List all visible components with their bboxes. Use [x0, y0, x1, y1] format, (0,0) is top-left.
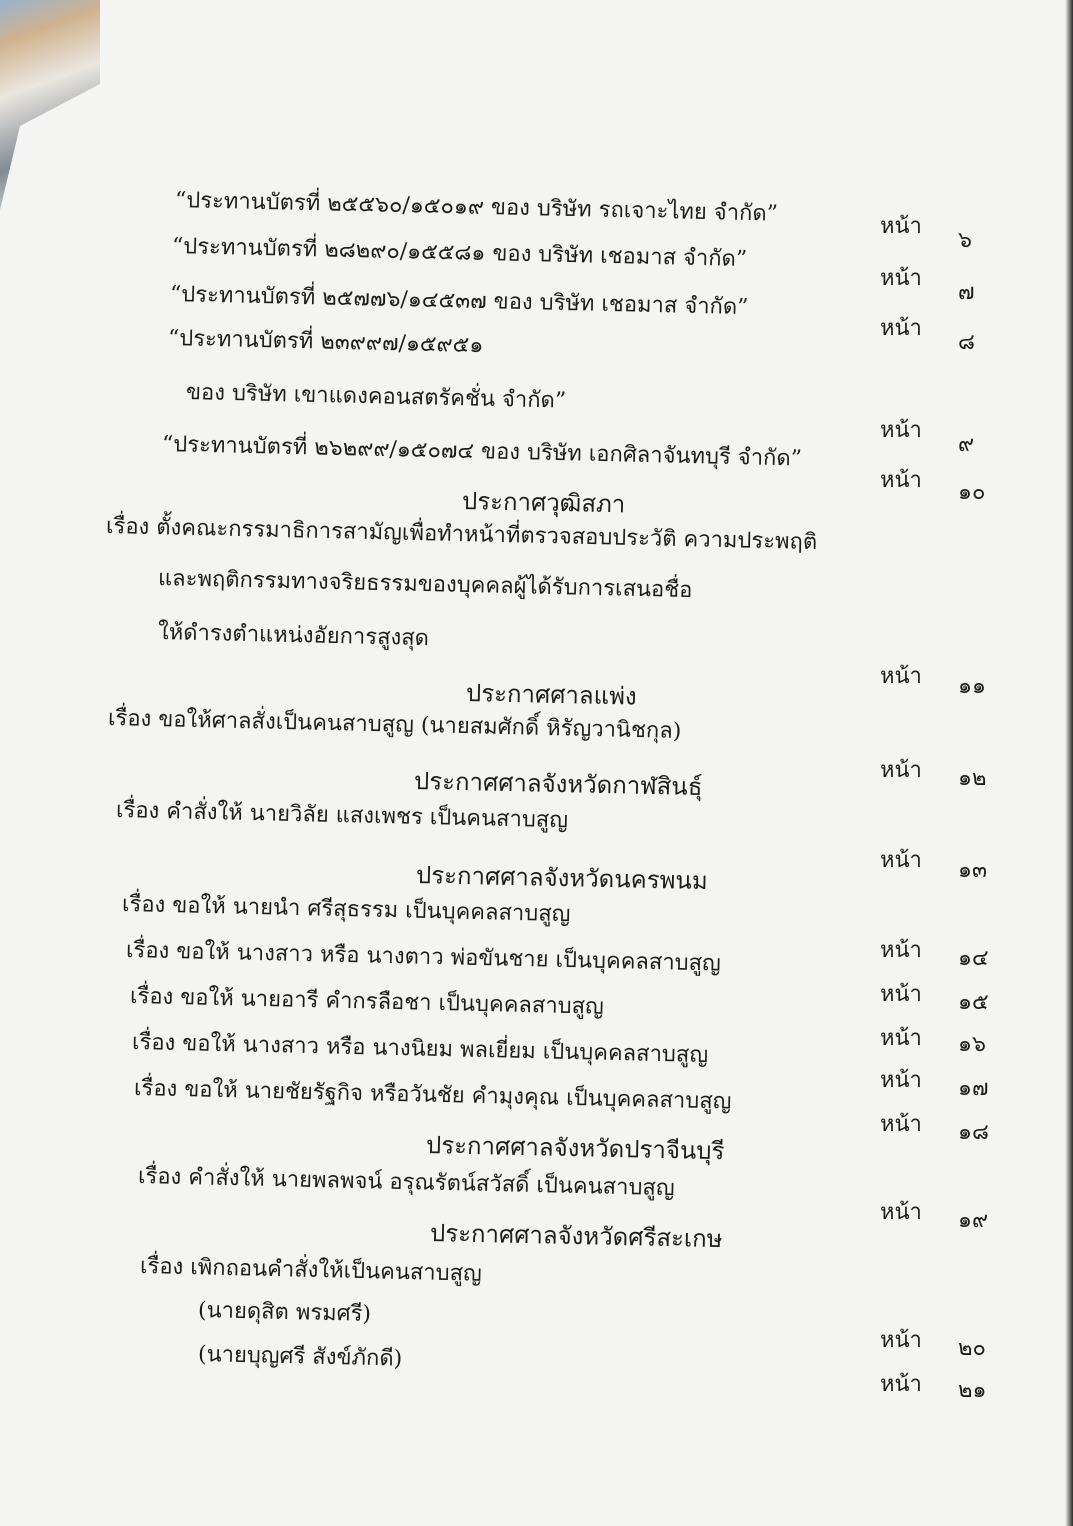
section-heading-kalasin-court: ประกาศศาลจังหวัดกาฬสินธุ์	[413, 767, 703, 802]
toc-entry-civil-court-somsak: เรื่อง ขอให้ศาลสั่งเป็นคนสาบสูญ (นายสมศักดิ์ หิรัญวานิชกุล)	[107, 706, 682, 745]
toc-entry-nakhonphanom-chairattakit: เรื่อง ขอให้ นายชัยรัฐกิจ หรือวันชัย คำมุงคุณ เป็นบุคคลสาบสูญ	[133, 1076, 732, 1115]
page-number: ๑๑	[958, 674, 986, 699]
page-number: ๑๙	[958, 1208, 989, 1233]
page-number: ๒๐	[958, 1336, 986, 1361]
page-label: หน้า	[880, 1068, 922, 1093]
page-number: ๗	[958, 280, 975, 305]
page-label: หน้า	[880, 982, 922, 1007]
page-label: หน้า	[880, 1328, 922, 1353]
toc-entry-concession-25560: “ประทานบัตรที่ ๒๕๕๖๐/๑๕๐๑๙ ของ บริษัท รถเจาะไทย จำกัด”	[174, 188, 779, 227]
page-number: ๑๐	[958, 480, 986, 505]
page-number: ๑๘	[958, 1120, 989, 1145]
section-heading-nakhonphanom-court: ประกาศศาลจังหวัดนครพนม	[415, 861, 708, 896]
page-number: ๒๑	[958, 1378, 987, 1403]
photo-background-corner	[0, 0, 100, 210]
toc-entry-nakhonphanom-aree: เรื่อง ขอให้ นายอารี คำกรลือชา เป็นบุคคลสาบสูญ	[129, 984, 605, 1020]
toc-entry-nakhonphanom-nam: เรื่อง ขอให้ นายนำ ศรีสุธรรม เป็นบุคคลสาบสูญ	[121, 892, 571, 928]
toc-entry-concession-23997-company: ของ บริษัท เขาแดงคอนสตรัคชั่น จำกัด”	[185, 380, 567, 414]
toc-entry-concession-25776: “ประทานบัตรที่ ๒๕๗๗๖/๑๔๕๓๗ ของ บริษัท เชอมาส จำกัด”	[169, 282, 749, 321]
page-number: ๑๒	[958, 766, 987, 791]
page-label: หน้า	[880, 938, 922, 963]
page-number: ๘	[958, 330, 975, 355]
page-number: ๑๖	[958, 1032, 986, 1057]
page-number: ๖	[958, 228, 972, 253]
toc-entry-senate-committee: เรื่อง ตั้งคณะกรรมาธิการสามัญเพื่อทำหน้าที่ตรวจสอบประวัติ ความประพฤติ	[105, 514, 818, 556]
page-label: หน้า	[880, 664, 922, 689]
page-label: หน้า	[880, 1026, 922, 1051]
toc-entry-sisaket-dusit: (นายดุสิต พรมศรี)	[197, 1298, 372, 1327]
toc-entry-nakhonphanom-niyom: เรื่อง ขอให้ นางสาว หรือ นางนิยม พลเยี่ยม เป็นบุคคลสาบสูญ	[131, 1030, 709, 1069]
toc-entry-senate-committee-line3: ให้ดำรงตำแหน่งอัยการสูงสุด	[157, 620, 430, 652]
page-edge-shadow	[1065, 0, 1073, 1526]
page-number: ๙	[958, 432, 975, 457]
section-heading-civil-court: ประกาศศาลแพ่ง	[465, 679, 637, 711]
page-label: หน้า	[880, 468, 922, 493]
page-number: ๑๗	[958, 1076, 989, 1101]
toc-entry-senate-committee-line2: และพฤติกรรมทางจริยธรรมของบุคคลผู้ได้รับการเสนอชื่อ	[157, 566, 693, 604]
section-heading-sisaket-court: ประกาศศาลจังหวัดศรีสะเกษ	[429, 1219, 723, 1254]
toc-entry-sisaket-revoke: เรื่อง เพิกถอนคำสั่งให้เป็นคนสาบสูญ	[139, 1254, 483, 1287]
page-label: หน้า	[880, 418, 922, 443]
toc-entry-concession-28290: “ประทานบัตรที่ ๒๘๒๙๐/๑๕๕๘๑ ของ บริษัท เชอมาส จำกัด”	[171, 234, 748, 273]
toc-entry-kalasin-wilai: เรื่อง คำสั่งให้ นายวิลัย แสงเพชร เป็นคนสาบสูญ	[115, 798, 569, 834]
page-label: หน้า	[880, 266, 922, 291]
toc-entry-concession-23997: “ประทานบัตรที่ ๒๓๙๙๗/๑๕๙๕๑	[167, 326, 484, 359]
toc-entry-sisaket-boonsri: (นายบุญศรี สังข์ภักดี)	[197, 1342, 403, 1372]
page-label: หน้า	[880, 1200, 922, 1225]
page-number: ๑๔	[958, 946, 989, 971]
page-label: หน้า	[880, 214, 922, 239]
section-heading-prachinburi-court: ประกาศศาลจังหวัดปราจีนบุรี	[425, 1131, 725, 1166]
page-label: หน้า	[880, 848, 922, 873]
toc-entry-prachinburi-phonphot: เรื่อง คำสั่งให้ นายพลพจน์ อรุณรัตน์สวัสดิ์ เป็นคนสาบสูญ	[137, 1164, 675, 1202]
page-number: ๑๕	[958, 990, 989, 1015]
page-label: หน้า	[880, 1372, 922, 1397]
page-label: หน้า	[880, 758, 922, 783]
page-label: หน้า	[880, 1112, 922, 1137]
page-label: หน้า	[880, 316, 922, 341]
toc-entry-concession-26299: “ประทานบัตรที่ ๒๖๒๙๙/๑๕๐๗๔ ของ บริษัท เอกศิลาจันทบุรี จำกัด”	[161, 432, 803, 472]
page-number: ๑๓	[958, 858, 988, 883]
section-heading-senate: ประกาศวุฒิสภา	[461, 487, 626, 519]
toc-entry-nakhonphanom-tao: เรื่อง ขอให้ นางสาว หรือ นางตาว พ่อขันชาย เป็นบุคคลสาบสูญ	[125, 938, 722, 977]
